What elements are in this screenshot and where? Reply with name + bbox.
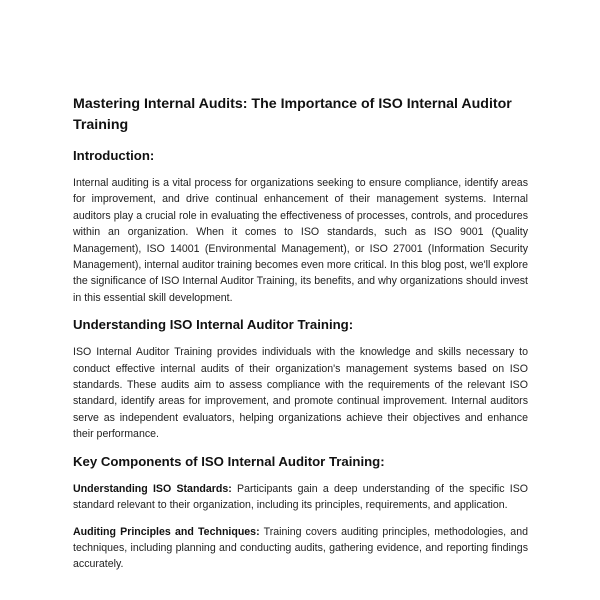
component-description: Participants gain a deep understanding of the specific ISO standard relevant to their organization, including its principles, requirements, and application. (73, 482, 529, 512)
introduction-heading: Introduction: (73, 148, 155, 163)
component-term: Understanding ISO Standards: (73, 482, 232, 495)
component-item-iso-standards (73, 481, 528, 514)
component-item-auditing-principles (73, 524, 528, 573)
understanding-paragraph: ISO Internal Auditor Training provides individuals with the knowledge and skills necessary to conduct effective internal audits of their organization's management systems based on ISO standards. These audits aim to assess compliance with the requirements of the relevant ISO standard, identify areas for improvement, and promote continual improvement. Internal auditors serve as independent evaluators, helping organizations achieve their objectives and enhance their performance. (73, 346, 528, 441)
component-description: Training covers auditing principles, methodologies, and techniques, including planning and conducting audits, gathering evidence, and reporting findings accurately. (73, 525, 528, 571)
document-content (73, 94, 528, 583)
understanding-heading: Understanding ISO Internal Auditor Training: (73, 317, 354, 333)
document-title: Mastering Internal Audits: The Importance of ISO Internal Auditor Training (73, 96, 512, 133)
introduction-paragraph: Internal auditing is a vital process for organizations seeking to ensure compliance, identify areas for improvement, and drive continual enhancement of their management systems. Internal auditors play a crucial role in evaluating the effectiveness of processes, controls, and procedures within an organization. When it comes to ISO standards, such as ISO 9001 (Quality Management), ISO 14001 (Environmental Management), or ISO 27001 (Information Security Management), internal auditor training becomes even more critical. In this blog post, we'll explore the significance of ISO Internal Auditor Training, its benefits, and why organizations should invest in this essential skill development. (73, 177, 528, 304)
component-term: Auditing Principles and Techniques: (73, 525, 260, 538)
key-components-heading: Key Components of ISO Internal Auditor Training: (73, 453, 385, 469)
